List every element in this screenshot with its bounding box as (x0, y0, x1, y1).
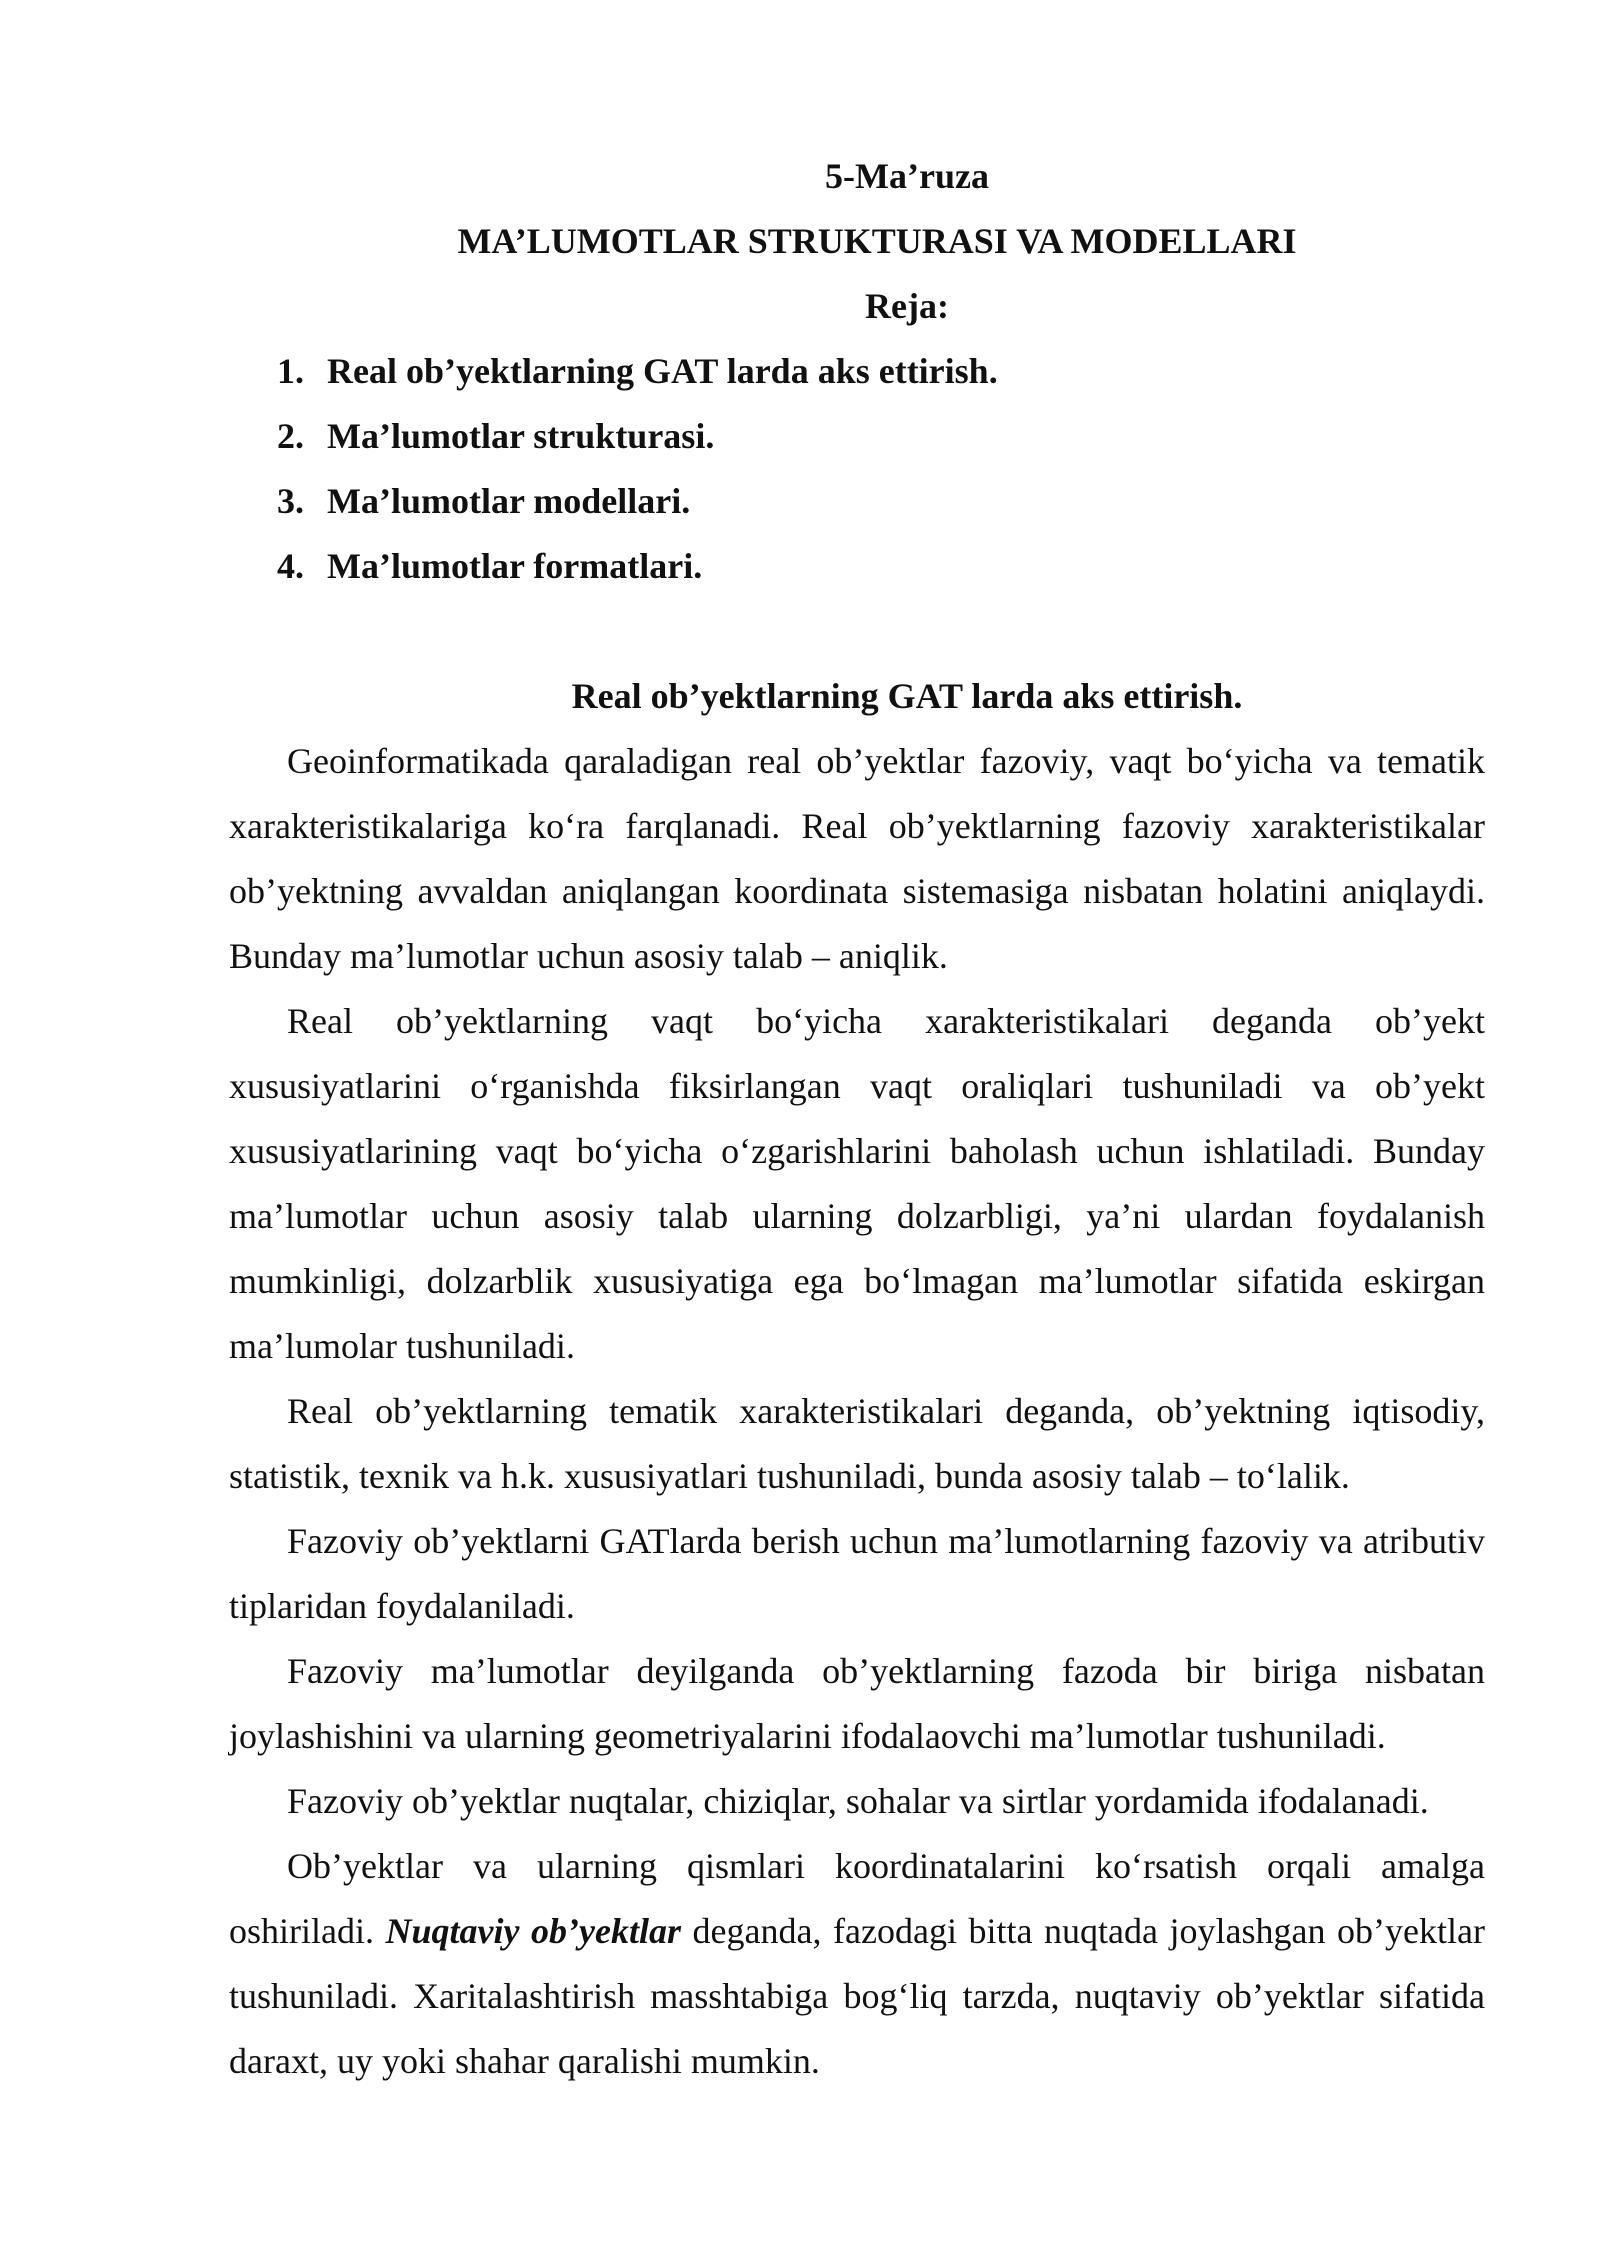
plan-item-text: Ma’lumotlar strukturasi. (327, 416, 715, 456)
paragraph: Real ob’yektlarning vaqt bo‘yicha xarakteristikalari deganda ob’yekt xususiyatlarini o‘rganishda fiksirlangan vaqt oraliqlari tushuniladi va ob’yekt xususiyatlarining vaqt bo‘yicha o‘zgarishlarini baholash uchun ishlatiladi. Bunday ma’lumotlar uchun asosiy talab ularning dolzarbligi, ya’ni ulardan foydalanish mumkinligi, dolzarblik xususiyatiga ega bo‘lmagan ma’lumotlar sifatida eskirgan ma’lumolar tushuniladi. (229, 1001, 1485, 1366)
emphasized-term: Nuqtaviy ob’yektlar (385, 1911, 682, 1951)
paragraph: Fazoviy ob’yektlarni GATlarda berish uchun ma’lumotlarning fazoviy va atributiv tiplaridan foydalaniladi. (229, 1521, 1485, 1626)
plan-item (277, 469, 1485, 534)
paragraph: Real ob’yektlarning tematik xarakteristikalari deganda, ob’yektning iqtisodiy, statistik, texnik va h.k. xususiyatlari tushuniladi, bunda asosiy talab – to‘lalik. (229, 1391, 1485, 1496)
section-heading: Real ob’yektlarning GAT larda aks ettirish. (571, 676, 1243, 716)
plan-item-number: 4. (277, 546, 304, 586)
plan-item (277, 339, 1485, 404)
plan-heading: Reja: (865, 286, 949, 326)
plan-item (277, 404, 1485, 469)
plan-item-number: 2. (277, 416, 304, 456)
plan-item-text: Real ob’yektlarning GAT larda aks ettirish. (327, 351, 998, 391)
plan-item (277, 534, 1485, 599)
paragraph: Fazoviy ma’lumotlar deyilganda ob’yektlarning fazoda bir biriga nisbatan joylashishini va ularning geometriyalarini ifodalaovchi ma’lumotlar tushuniladi. (229, 1651, 1485, 1756)
plan-item-text: Ma’lumotlar modellari. (327, 481, 691, 521)
document-title: MA’LUMOTLAR STRUKTURASI VA MODELLARI (457, 221, 1297, 261)
paragraph-text: Ob’yektlar va ularning qismlari koordinatalarini ko‘rsatish orqali amalga oshiriladi. (229, 1846, 1485, 1951)
plan-item-number: 1. (277, 351, 304, 391)
plan-item-text: Ma’lumotlar formatlari. (327, 546, 703, 586)
paragraph: Geoinformatikada qaraladigan real ob’yektlar fazoviy, vaqt bo‘yicha va tematik xarakteristikalariga ko‘ra farqlanadi. Real ob’yektlarning fazoviy xarakteristikalar ob’yektning avvaldan aniqlangan koordinata sistemasiga nisbatan holatini aniqlaydi. Bunday ma’lumotlar uchun asosiy talab – aniqlik. (229, 741, 1485, 976)
page-content (229, 144, 1485, 2094)
lecture-number: 5-Ma’ruza (825, 156, 989, 196)
paragraph-text: deganda, fazodagi bitta nuqtada joylashgan ob’yektlar tushuniladi. Xaritalashtirish masshtabiga bog‘liq tarzda, nuqtaviy ob’yektlar sifatida daraxt, uy yoki shahar qaralishi mumkin. (229, 1911, 1485, 2081)
plan-item-number: 3. (277, 481, 304, 521)
paragraph (229, 1834, 1485, 2094)
paragraph: Fazoviy ob’yektlar nuqtalar, chiziqlar, sohalar va sirtlar yordamida ifodalanadi. (287, 1781, 1429, 1821)
plan-list (229, 339, 1485, 599)
